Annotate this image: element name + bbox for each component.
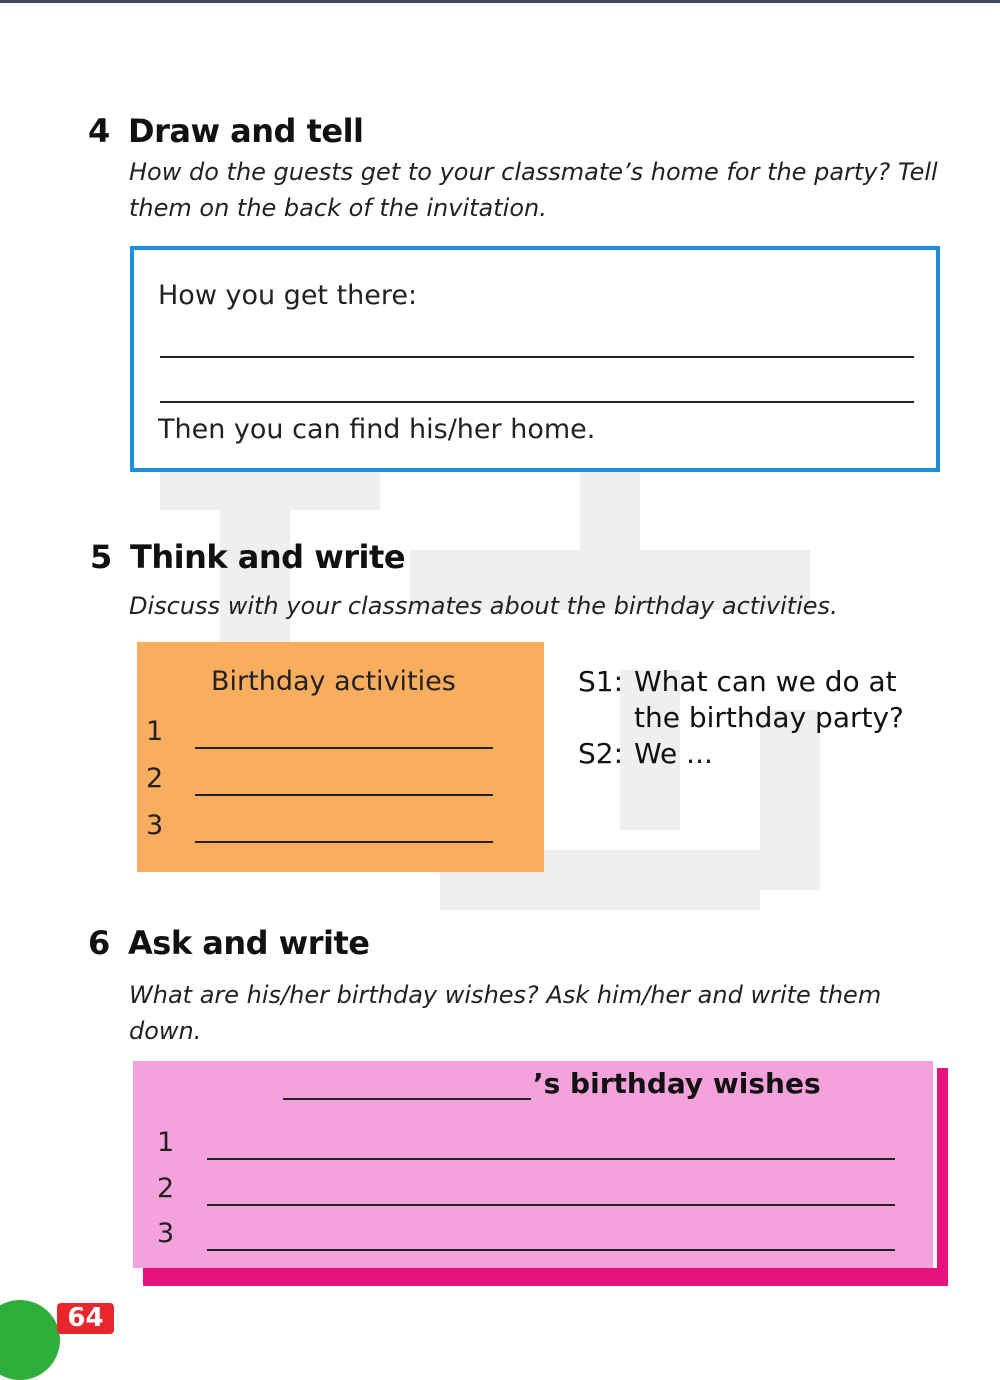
s1-line-1: What can we do at <box>634 665 897 698</box>
birthday-wishes-card <box>133 1061 937 1268</box>
section-6-instruction-line-2: down. <box>129 1017 202 1045</box>
s2-line: We ... <box>634 737 713 770</box>
s2-label: S2: <box>578 737 624 770</box>
section-5-number: 5 <box>90 538 112 576</box>
section-4-title <box>88 112 364 150</box>
section-4-title-text: Draw and tell <box>128 112 364 150</box>
directions-write-line-2[interactable] <box>160 401 914 403</box>
top-rule <box>0 0 1000 3</box>
page-number: 64 <box>57 1303 114 1334</box>
activity-row-number: 1 <box>146 716 164 747</box>
section-6-instruction <box>129 977 881 1049</box>
section-6-instruction-line-1: What are his/her birthday wishes? Ask him/her and write them <box>129 981 882 1009</box>
activity-write-line-3[interactable] <box>195 841 493 843</box>
s1-label: S1: <box>578 665 624 698</box>
activity-write-line-2[interactable] <box>195 794 493 796</box>
section-6-title-text: Ask and write <box>128 924 370 962</box>
wish-write-line-3[interactable] <box>207 1249 895 1251</box>
section-5-title-text: Think and write <box>130 538 406 576</box>
wish-write-line-2[interactable] <box>207 1204 895 1206</box>
section-5-instruction: Discuss with your classmates about the birthday activities. <box>129 592 838 620</box>
birthday-wishes-title: ’s birthday wishes <box>533 1067 821 1100</box>
name-write-line[interactable] <box>283 1098 531 1100</box>
wish-write-line-1[interactable] <box>207 1158 895 1160</box>
section-6-number: 6 <box>88 924 110 962</box>
section-5-title <box>90 538 405 576</box>
activity-write-line-1[interactable] <box>195 747 493 749</box>
directions-heading: How you get there: <box>158 280 418 311</box>
activity-row-number: 2 <box>146 763 164 794</box>
activity-row-number: 3 <box>146 810 164 841</box>
section-4-instruction-line-2: them on the back of the invitation. <box>129 194 547 222</box>
page-corner-leaf <box>0 1300 60 1380</box>
directions-box <box>130 246 940 472</box>
section-4-number: 4 <box>88 112 110 150</box>
section-6-title <box>88 924 369 962</box>
section-4-instruction-line-1: How do the guests get to your classmate’s home for the party? Tell <box>129 158 938 186</box>
birthday-activities-card <box>137 642 544 872</box>
wish-row-number: 2 <box>157 1173 175 1204</box>
wish-row-number: 1 <box>157 1127 175 1158</box>
section-4-instruction <box>129 154 938 226</box>
directions-footer: Then you can find his/her home. <box>158 414 596 445</box>
wish-row-number: 3 <box>157 1218 175 1249</box>
directions-write-line-1[interactable] <box>160 356 914 358</box>
birthday-activities-title: Birthday activities <box>211 666 456 697</box>
s1-line-2: the birthday party? <box>634 701 904 734</box>
